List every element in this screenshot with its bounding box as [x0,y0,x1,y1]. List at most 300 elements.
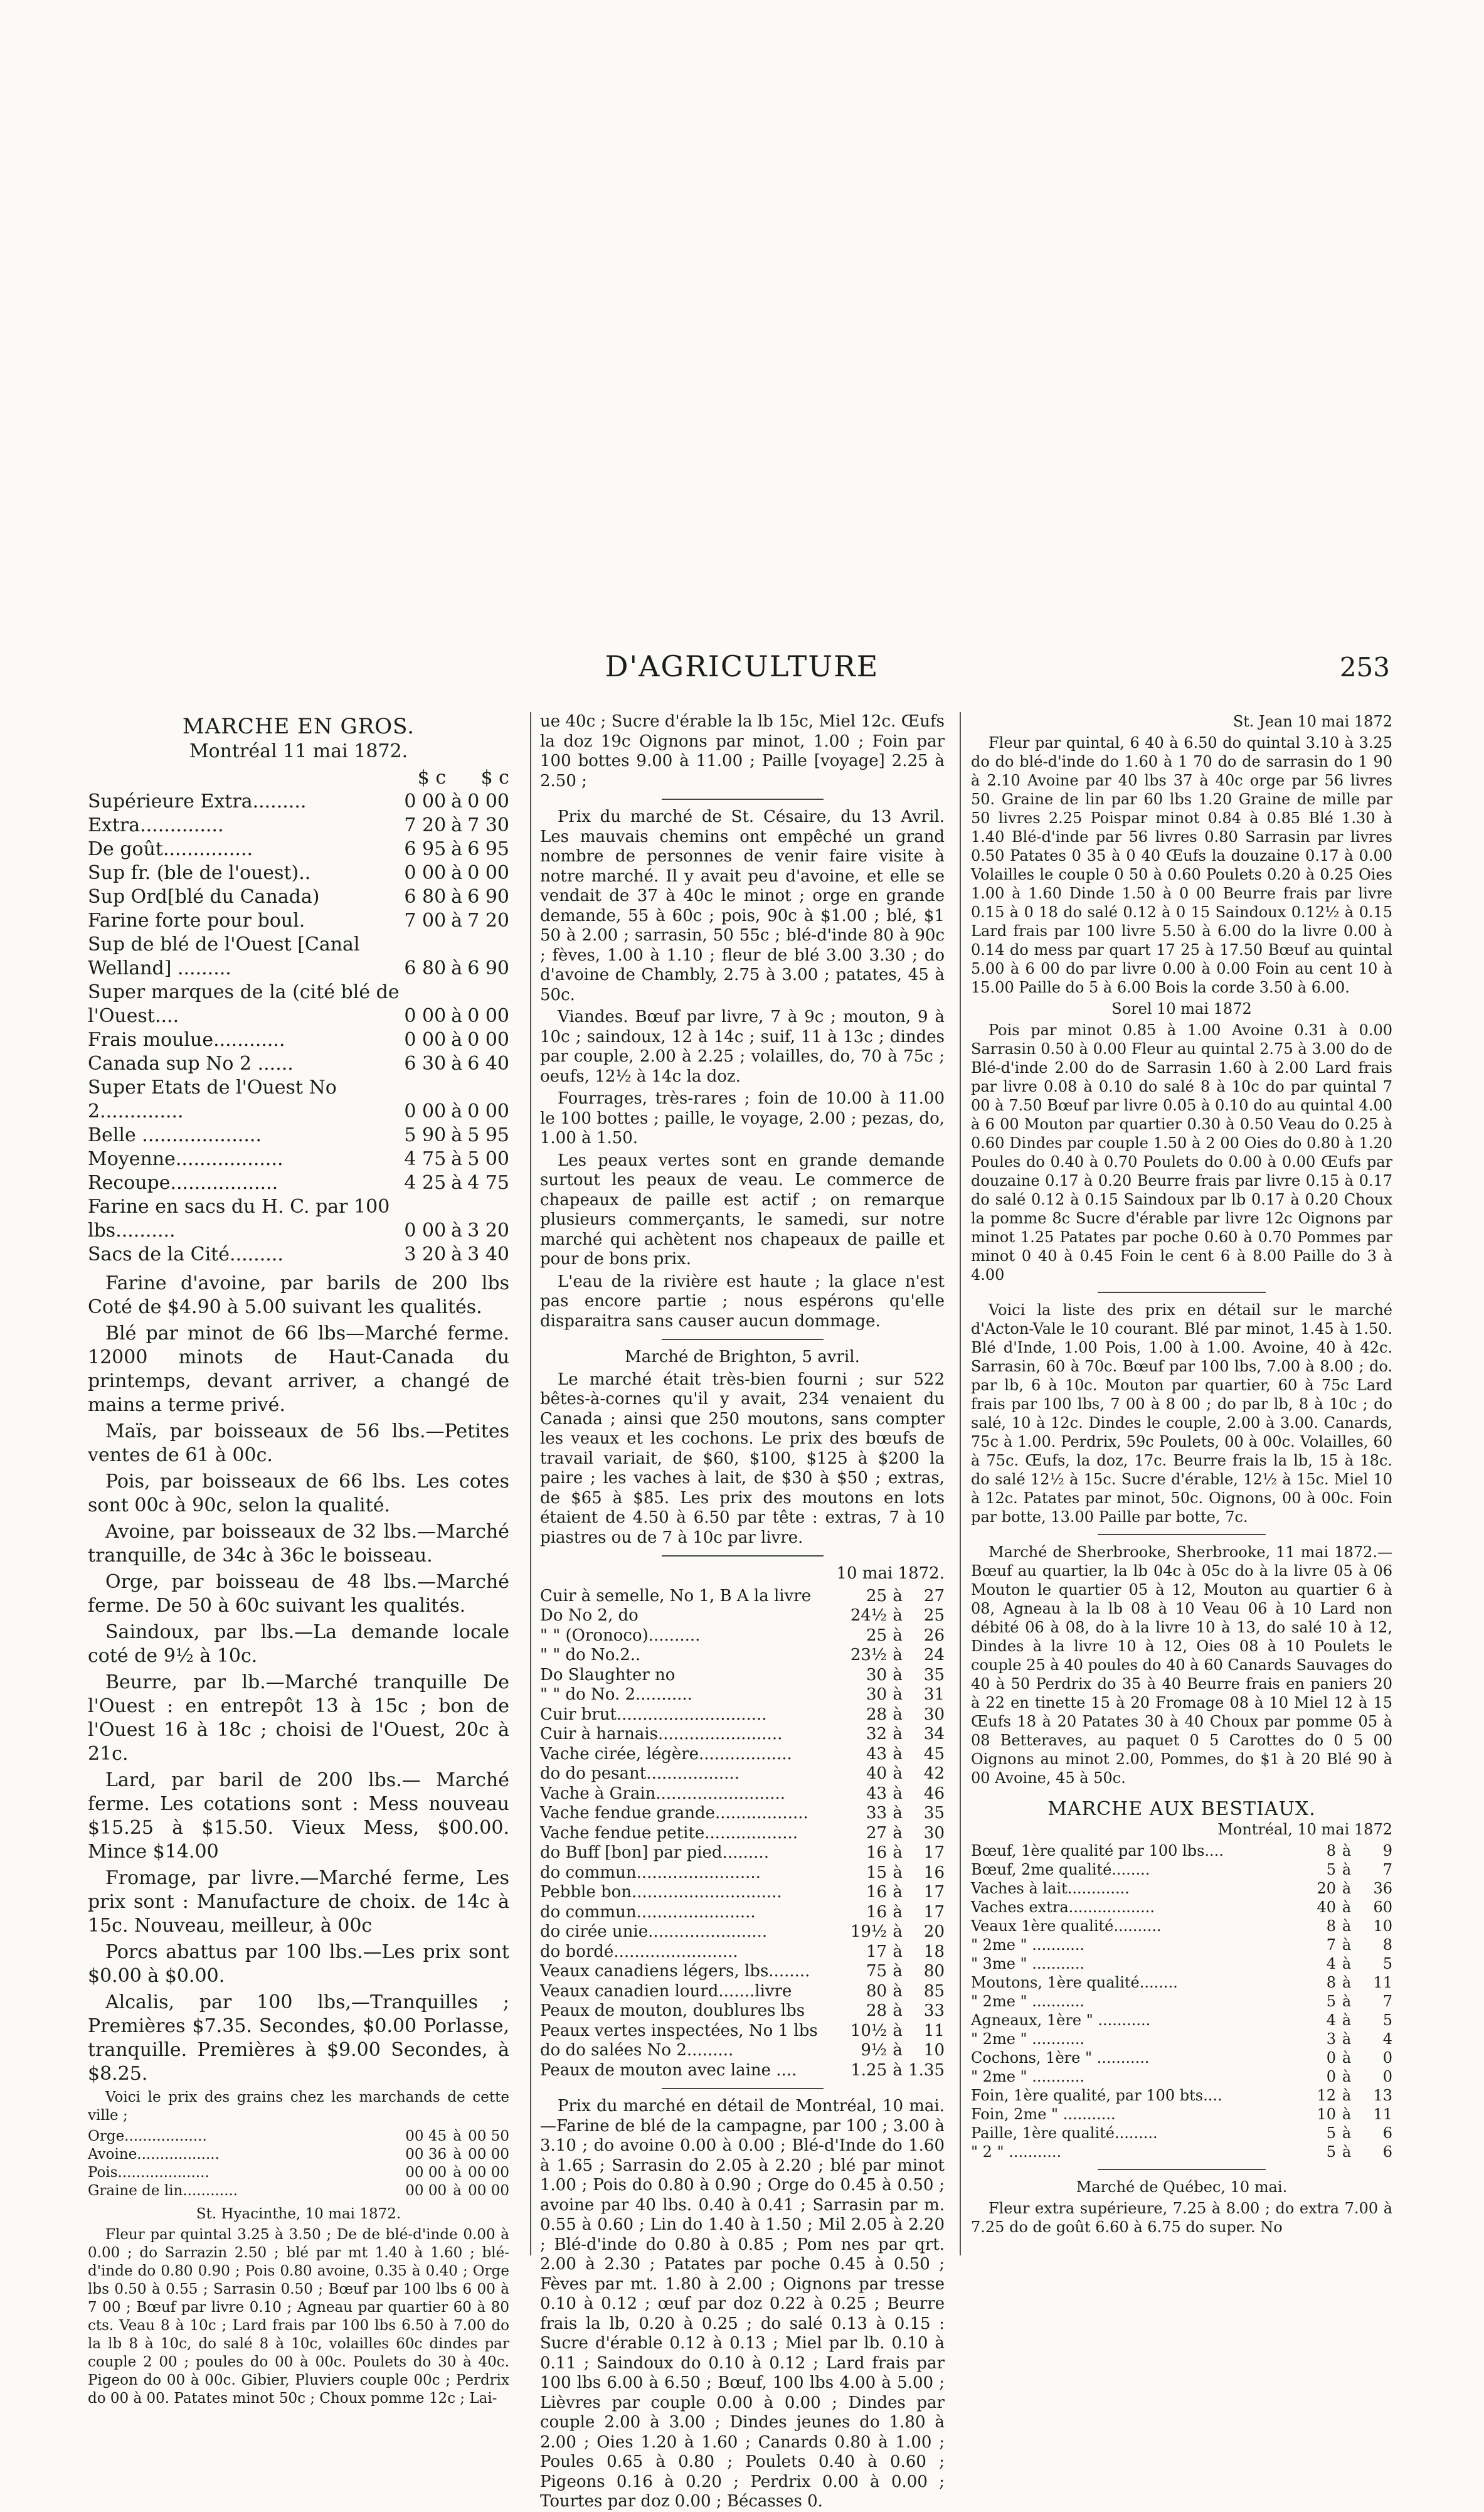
price-separator: à [893,1804,903,1823]
price-high: 33 [923,2001,945,2020]
market-paragraph: Avoine, par boisseaux de 32 lbs.—Marché tranquille, de 34c à 36c le boisseau. [88,1521,509,1567]
price-high: 7 30 [467,814,509,836]
price-low: 33 [866,1804,888,1823]
price-high: 4 75 [467,1172,509,1194]
cattle-price-row [971,1879,1392,1898]
flour-price-row [88,981,509,1028]
price-high: 20 [923,1922,945,1941]
cattle-price-row [971,2011,1392,2030]
cattle-price-table [971,1841,1392,2161]
grain-price-row [88,2164,509,2182]
price-label: " 3me " ........... [971,1955,1085,1972]
price-separator: à [893,1902,903,1922]
price-low: 0 00 [404,1005,447,1027]
section-rule [662,2088,824,2089]
cattle-price-row [971,2124,1392,2142]
price-label: Moyenne.................. [88,1148,284,1170]
price-high: 00 50 [468,2128,509,2144]
price-low: 32 [866,1725,888,1743]
price-label: Veaux canadiens légers, lbs........ [540,1962,810,1981]
price-high: 00 00 [468,2164,509,2181]
price-label: do Buff [bon] par pied......... [540,1843,769,1862]
price-separator: à [1342,1936,1352,1954]
price-label: Supérieure Extra......... [88,790,307,812]
leather-dateline: 10 mai 1872. [836,1564,945,1583]
price-high: 6 95 [467,838,509,860]
cattle-market-heading: MARCHE AUX BESTIAUX. [1047,1798,1316,1820]
price-high: 16 [923,1863,945,1882]
leather-price-row [540,1606,945,1626]
price-low: 1.25 [851,2060,888,2080]
leather-price-row [540,1903,945,1923]
price-low: 6 95 [404,838,447,860]
price-high: 0 [1382,2068,1392,2085]
cattle-price-row [971,2142,1392,2161]
price-label: Farine forte pour boul. [88,910,305,932]
flour-price-row [88,1147,509,1171]
price-separator: à [451,1148,463,1170]
flour-price-row [88,814,509,838]
leather-price-row [540,1843,945,1863]
leather-price-row [540,1982,945,2002]
price-low: 28 [866,1705,888,1724]
section-rule [1098,1292,1266,1293]
grain-price-table [88,2127,509,2200]
cattle-price-row [971,1860,1392,1879]
price-label: Peaux de mouton, doublures lbs [540,2001,805,2020]
cattle-price-row [971,1954,1392,1973]
price-high: 45 [923,1744,945,1764]
price-separator: à [451,814,463,836]
price-low: 00 00 [405,2164,447,2181]
price-label: " 2me " ........... [971,2030,1085,2048]
price-high: 35 [923,1804,945,1823]
market-paragraph: Lard, par baril de 200 lbs.— Marché ferme. Les cotations sont : Mess nouveau $15.25 à $15.50. Vieux Mess, $00.00. Mince $14.00 [88,1769,509,1863]
price-separator: à [451,1005,463,1027]
price-high: 0 00 [467,862,509,884]
leather-price-row [540,1646,945,1666]
leather-price-row [540,1626,945,1646]
leather-price-table [540,1587,945,2081]
price-high: 10 [1373,1917,1392,1935]
price-label: Veaux 1ère qualité.......... [971,1917,1162,1935]
section-rule [1098,1534,1266,1535]
price-low: 10 [1317,2105,1336,2123]
price-high: 4 [1382,2030,1392,2048]
market-paragraph: Blé par minot de 66 lbs—Marché ferme. 12000 minots de Haut-Canada du printemps, devant arriver, a changé de mains a terme privé. [88,1323,509,1416]
leather-price-row [540,2041,945,2061]
stjean-dateline: St. Jean 10 mai 1872 [1232,713,1392,730]
price-low: 00 00 [405,2183,447,2199]
price-high: 11 [1373,1974,1392,1991]
grain-intro: Voici le prix des grains chez les marchands de cette ville ; [88,2089,509,2124]
price-label: Foin, 1ère qualité, par 100 bts.... [971,2087,1222,2104]
market-paragraph: Maïs, par boisseaux de 56 lbs.—Petites ventes de 61 à 00c. [88,1420,509,1466]
price-low: 5 [1326,2143,1336,2161]
price-separator: à [1342,2049,1352,2067]
price-label: Agneaux, 1ère " ........... [971,2011,1151,2029]
price-high: 30 [923,1823,945,1843]
price-label: Belle .................... [88,1124,262,1146]
price-separator: à [893,1823,903,1843]
price-high: 25 [923,1606,945,1625]
price-separator: à [893,1725,903,1743]
price-low: 4 75 [404,1148,447,1170]
price-high: 0 [1382,2049,1392,2067]
price-label: Do Slaughter no [540,1665,676,1684]
price-label: " 2me " ........... [971,1936,1085,1954]
market-paragraph: Beurre, par lb.—Marché tranquille De l'Ouest : en entrepôt 13 à 15c ; bon de l'Ouest 16 à 18c ; choisi de l'Ouest, 20c à 21c. [88,1671,509,1765]
price-separator: à [1342,1955,1352,1972]
section-rule [662,799,824,800]
flour-price-row [88,1243,509,1267]
cattle-price-row [971,1917,1392,1935]
price-label: Cuir brut............................. [540,1705,767,1724]
price-label: Peaux de mouton avec laine .... [540,2060,797,2080]
price-low: 40 [1317,1898,1336,1916]
price-label: " 2me " ........... [971,1993,1085,2010]
price-separator: à [893,1705,903,1724]
price-low: 4 [1326,1955,1336,1972]
price-separator: à [893,2060,903,2080]
price-label: Canada sup No 2 ...... [88,1053,294,1075]
grain-price-row [88,2182,509,2200]
price-low: 5 [1326,1861,1336,1878]
leather-price-row [540,1685,945,1705]
price-low: 5 [1326,1993,1336,2010]
price-high: 11 [1373,2105,1392,2123]
flour-price-row [88,838,509,861]
price-label: Bœuf, 1ère qualité par 100 lbs.... [971,1842,1224,1860]
price-separator: à [451,886,463,908]
column-1 [88,712,521,2407]
price-label: Extra.............. [88,814,224,836]
price-label: Farine en sacs du H. C. par 100 lbs.......... [88,1196,390,1242]
price-separator: à [893,1665,903,1684]
price-separator: à [893,1843,903,1862]
price-label: Vache à Grain......................... [540,1784,785,1803]
price-separator: à [893,1646,903,1664]
price-low: 00 45 [405,2128,447,2144]
price-label: Cuir à harnais........................ [540,1725,783,1743]
section-rule [662,1555,824,1557]
price-low: 75 [866,1962,888,1981]
price-label: Super Etats de l'Ouest No 2.............. [88,1077,337,1122]
price-low: 4 25 [404,1172,447,1194]
price-low: 00 36 [405,2146,447,2163]
price-high: 7 20 [467,910,509,932]
price-label: Avoine.................. [88,2146,220,2163]
price-separator: à [453,2128,462,2144]
cesaire-hides: Les peaux vertes sont en grande demande surtout les peaux de veau. Le commerce de chapeaux de paille est actif ; on remarque plusieurs commerçants, le samedi, sur notre marché qui achètent nos chapeaux de paille et pour de bons prix. [540,1151,945,1269]
flour-price-row [88,1171,509,1195]
price-high: 10 [923,2041,945,2060]
price-label: " 2 " ........... [971,2143,1062,2161]
price-separator: à [451,1172,463,1194]
price-low: 25 [866,1586,888,1605]
flour-price-row [88,1076,509,1124]
cattle-price-row [971,1973,1392,1992]
price-low: 19½ [850,1922,888,1941]
price-low: 6 80 [404,886,447,908]
wholesale-paragraphs [88,1272,509,2086]
price-high: 1.35 [908,2060,945,2080]
price-low: 24½ [850,1606,888,1625]
price-separator: à [451,790,463,812]
page-number: 253 [1339,652,1390,683]
price-separator: à [893,1962,903,1981]
flour-rows [88,790,509,1267]
price-low: 0 00 [404,862,447,884]
price-separator: à [1342,2143,1352,2161]
running-head [0,649,1484,687]
price-separator: à [1342,1898,1352,1916]
quebec-report: Fleur extra supérieure, 7.25 à 8.00 ; do extra 7.00 à 7.25 do de goût 6.60 à 6.75 do super. No [971,2200,1392,2236]
price-high: 26 [923,1626,945,1645]
price-high: 34 [923,1725,945,1743]
flour-price-row [88,933,509,981]
section-rule [662,1339,824,1340]
leather-price-row [540,1666,945,1686]
leather-price-row [540,1863,945,1883]
price-label: Super marques de la (cité blé de l'Ouest.... [88,981,400,1027]
price-separator: à [893,2021,903,2040]
price-separator: à [451,838,463,860]
flour-price-row [88,1195,509,1243]
price-high: 6 [1382,2143,1392,2161]
market-paragraph: Saindoux, par lbs.—La demande locale coté de 9½ à 10c. [88,1621,509,1667]
price-separator: à [1342,2087,1352,2104]
price-separator: à [451,1029,463,1051]
price-label: Cuir à semelle, No 1, B A la livre [540,1586,812,1605]
price-low: 30 [866,1685,888,1704]
column-2 [530,712,953,2511]
price-high: 18 [923,1942,945,1961]
price-low: 23½ [850,1646,888,1664]
price-high: 5 95 [467,1124,509,1146]
cattle-price-row [971,2048,1392,2067]
price-high: 46 [923,1784,945,1803]
price-high: 0 00 [467,1100,509,1122]
price-high: 85 [923,1981,945,2001]
leather-price-row [540,1745,945,1765]
price-low: 40 [866,1764,888,1783]
flour-price-row [88,885,509,909]
cattle-price-row [971,1898,1392,1917]
price-label: Pebble bon............................. [540,1883,782,1902]
price-separator: à [893,1606,903,1625]
price-label: Pois.................... [88,2164,209,2181]
cattle-price-row [971,2067,1392,2086]
price-low: 5 90 [404,1124,447,1146]
leather-price-row [540,1705,945,1725]
currency-symbol: $ c [480,767,509,789]
price-high: 17 [923,1902,945,1922]
sherbrooke-report: Marché de Sherbrooke, Sherbrooke, 11 mai 1872.— Bœuf au quartier, la lb 04c à 05c do à la livre 05 à 06 Mouton le quartier 05 à 12, Mouton au quartier 6 à 08, Agneau à la lb 08 à 10 Veau 06 à 10 Lard non débité 06 à 08, do à la livre 10 à 13, do salé 10 à 12, Dindes à la livre 10 à 12, Oies 08 à 10 Poulets le couple 25 à 40 poules do 40 à 60 Canards Sauvages do 40 à 50 Perdrix do 35 à 40 Beurre frais en paniers 20 à 22 en tinette 15 à 20 Fromage 08 à 10 Miel 12 à 15 Œufs 18 à 20 Patates 30 à 40 Choux par pomme 05 à 08 Betteraves, au paquet 0 5 Carottes do 0 5 00 Oignons au minot 2.00, Pommes, do $1 à 20 Blé 90 à 00 Avoine, 45 à 50c. [971,1543,1392,1787]
price-low: 9½ [861,2041,888,2060]
price-low: 20 [1317,1880,1336,1897]
market-paragraph: Farine d'avoine, par barils de 200 lbs Coté de $4.90 à 5.00 suivant les qualités. [88,1272,509,1318]
hyacinthe-report: Fleur par quintal 3.25 à 3.50 ; De de blé-d'inde 0.00 à 0.00 ; do Sarrazin 2.50 ; blé par mt 1.40 à 1.60 ; blé-d'inde do 0.80 0.90 ; Pois 0.80 avoine, 0.35 à 0.40 ; Orge lbs 0.50 à 0.55 ; Sarrasin 0.50 ; Bœuf par 100 lbs 6 00 à 7 00 ; Bœuf par livre 0.10 ; Agneau par quartier 60 à 80 cts. Veau 8 à 10c ; Lard frais par 100 lbs 6.50 à 7.00 do la lb 8 à 10c, do salé 8 à 10c, volailles 60c dindes par couple 2 00 ; poules do 00 à 00c. Poulets do 30 à 40c. Pigeon do 00 à 00c. Gibier, Pluviers couple 00c ; Perdrix do 00 à 00. Patates minot 50c ; Choux pomme 12c ; Lai- [88,2227,509,2407]
hyacinthe-dateline: St. Hyacinthe, 10 mai 1872. [196,2206,401,2222]
price-high: 42 [923,1764,945,1783]
price-separator: à [1342,2124,1352,2142]
price-label: do bordé........................ [540,1942,738,1961]
flour-price-row [88,1028,509,1052]
price-label: Cochons, 1ère " ........... [971,2049,1150,2067]
leather-price-row [540,2021,945,2041]
price-separator: à [893,1744,903,1764]
cesaire-forage: Fourrages, très-rares ; foin de 10.00 à 11.00 le 100 bottes ; paille, le voyage, 2.00 ; pezas, do, 1.00 à 1.50. [540,1089,945,1147]
leather-price-row [540,1725,945,1745]
price-low: 5 [1326,2124,1336,2142]
price-high: 6 90 [467,886,509,908]
price-label: Peaux vertes inspectées, No 1 lbs [540,2021,818,2040]
price-low: 7 20 [404,814,447,836]
market-paragraph: Porcs abattus par 100 lbs.—Les prix sont $0.00 à $0.00. [88,1941,509,1987]
price-separator: à [893,1883,903,1902]
price-low: 17 [866,1942,888,1961]
price-low: 7 [1326,1936,1336,1954]
price-high: 27 [923,1586,945,1605]
price-low: 4 [1326,2011,1336,2029]
price-separator: à [453,2146,462,2163]
cattle-price-row [971,1935,1392,1954]
price-high: 17 [923,1843,945,1862]
leather-price-row [540,1764,945,1784]
price-high: 5 [1382,1955,1392,1972]
running-title: D'AGRICULTURE [605,649,879,683]
price-high: 00 00 [468,2183,509,2199]
price-separator: à [451,862,463,884]
price-label: do cirée unie....................... [540,1922,768,1941]
price-low: 12 [1317,2087,1336,2104]
price-low: 16 [866,1843,888,1862]
price-separator: à [453,2183,462,2199]
flour-price-row [88,861,509,885]
price-high: 60 [1373,1898,1392,1916]
columns [88,712,1392,2511]
price-high: 3 20 [467,1220,509,1242]
price-high: 6 90 [467,957,509,979]
sorel-dateline: Sorel 10 mai 1872 [1111,1000,1252,1018]
price-label: Vaches extra.................. [971,1898,1155,1916]
price-label: Frais moulue............ [88,1029,285,1051]
grain-price-row [88,2127,509,2146]
price-label: Graine de lin............ [88,2183,238,2199]
price-separator: à [1342,2105,1352,2123]
price-low: 27 [866,1823,888,1843]
price-separator: à [451,1124,463,1146]
leather-price-row [540,1804,945,1824]
price-label: Bœuf, 2me qualité........ [971,1861,1150,1878]
price-high: 00 00 [468,2146,509,2163]
price-separator: à [893,1626,903,1645]
price-high: 7 [1382,1993,1392,2010]
price-separator: à [1342,1974,1352,1991]
price-label: Moutons, 1ère qualité........ [971,1974,1178,1991]
price-high: 6 [1382,2124,1392,2142]
price-high: 7 [1382,1861,1392,1878]
market-paragraph: Orge, par boisseau de 48 lbs.—Marché ferme. De 50 à 60c suivant les qualités. [88,1571,509,1617]
price-low: 43 [866,1784,888,1803]
price-separator: à [451,1243,463,1265]
column-3 [960,712,1392,2255]
price-label: " " do No. 2........... [540,1685,692,1704]
acton-report: Voici la liste des prix en détail sur le marché d'Acton-Vale le 10 courant. Blé par minot, 1.45 à 1.50. Blé d'Inde, 1.00 Pois, 1.00 à 1.00. Avoine, 40 à 42c. Sarrasin, 60 à 70c. Bœuf par 100 lbs, 7.00 à 8.00 ; do. par lb, 6 à 10c. Mouton par quartier, 60 à 75c Lard frais par 100 lbs, 7 00 à 8 00 ; do par lb, 8 à 10c ; do salé, 10 à 12c. Dindes le couple, 2.00 à 3.00. Canards, 75c à 1.00. Perdrix, 59c Poulets, 00 à 00c. Volailles, 60 à 75c. Œufs, la doz, 17c. Beurre frais la lb, 15 à 18c. do salé 12½ à 15c. Sucre d'érable, 12½ à 15c. Miel 10 à 12c. Patates par minot, 50c. Oignons, 00 à 00c. Foin par botte, 13.00 Paille par botte, 7c. [971,1301,1392,1526]
price-low: 25 [866,1626,888,1645]
price-label: De goût............... [88,838,253,860]
wholesale-market-dateline: Montréal 11 mai 1872. [189,740,408,762]
wholesale-market-heading: MARCHE EN GROS. [182,714,415,739]
price-label: Vache cirée, légère.................. [540,1744,792,1764]
price-low: 3 20 [404,1243,447,1265]
price-high: 0 00 [467,790,509,812]
price-separator: à [893,2001,903,2020]
price-separator: à [1342,2030,1352,2048]
price-separator: à [1342,2011,1352,2029]
price-high: 80 [923,1962,945,1981]
flour-price-table [88,766,509,1267]
price-separator: à [893,2041,903,2060]
section-rule [1098,2169,1266,2170]
price-high: 30 [923,1705,945,1724]
price-low: 80 [866,1981,888,2001]
montreal-retail-report: Prix du marché en détail de Montréal, 10 mai.—Farine de blé de la campagne, par 100 ; 3.00 à 3.10 ; do avoine 0.00 à 0.00 ; Blé-d'Inde do 1.60 à 1.65 ; Sarrasin do 2.05 à 2.20 ; blé par minot 1.00 ; Pois do 0.80 à 0.90 ; Orge do 0.45 à 0.50 ; avoine par 40 lbs. 0.40 à 0.41 ; Sarrasin par m. 0.55 à 0.60 ; Lin do 1.40 à 1.50 ; Mil 2.05 à 2.20 ; Blé-d'inde do 0.80 à 0.85 ; Pom nes par qrt. 2.00 à 2.30 ; Patates par poche 0.45 à 0.50 ; Fèves par mt. 1.80 à 2.00 ; Oignons par tresse 0.10 à 0.12 ; œuf par doz 0.22 à 0.25 ; Beurre frais la lb, 0.20 à 0.25 ; do salé 0.13 à 0.15 : Sucre d'érable 0.12 à 0.13 ; Miel par lb. 0.10 à 0.11 ; Saindoux do 0.10 à 0.12 ; Lard frais par 100 lbs 6.00 à 6.50 ; Bœuf, 100 lbs 4.00 à 5.00 ; Lièvres par couple 0.00 à 0.00 ; Dindes par couple 2.00 à 3.00 ; Dindes jeunes do 1.80 à 2.00 ; Oies 1.20 à 1.60 ; Canards 0.80 à 1.00 ; Poules 0.65 à 0.80 ; Poulets 0.40 à 0.60 ; Pigeons 0.16 à 0.20 ; Perdrix 0.00 à 0.00 ; Tourtes par doz 0.00 ; Bécasses 0. [540,2097,945,2511]
currency-symbol: $ c [417,767,447,789]
cattle-price-row [971,1992,1392,2011]
leather-price-row [540,1883,945,1903]
market-paragraph: Alcalis, par 100 lbs,—Tranquilles ; Premières $7.35. Secondes, $0.00 Porlasse, tranquille. Premières à $9.00 Secondes, à $8.25. [88,1991,509,2085]
price-label: do do pesant.................. [540,1764,739,1783]
price-low: 6 80 [404,957,447,979]
grain-price-row [88,2146,509,2164]
price-label: Paille, 1ère qualité......... [971,2124,1158,2142]
price-separator: à [893,1863,903,1882]
price-high: 3 40 [467,1243,509,1265]
price-separator: à [1342,1861,1352,1878]
cattle-price-row [971,1841,1392,1860]
price-low: 6 30 [404,1053,447,1075]
price-high: 0 00 [467,1005,509,1027]
price-low: 8 [1326,1974,1336,1991]
price-high: 31 [923,1685,945,1704]
price-separator: à [451,910,463,932]
price-high: 5 [1382,2011,1392,2029]
leather-price-row [540,1824,945,1844]
price-separator: à [1342,2068,1352,2085]
price-label: Vaches à lait............. [971,1880,1130,1897]
price-low: 0 [1326,2068,1336,2085]
price-label: Do No 2, do [540,1606,639,1625]
leather-price-row [540,2001,945,2021]
price-separator: à [893,1764,903,1783]
sorel-report: Pois par minot 0.85 à 1.00 Avoine 0.31 à 0.00 Sarrasin 0.50 à 0.00 Fleur au quintal 2.75 à 3.00 do de Blé-d'inde 2.00 do de Sarrasin 1.60 à 2.00 Lard frais par livre 0.08 à 0.10 do salé 8 à 10c do par quintal 7 00 à 7.50 Bœuf par livre 0.05 à 0.10 do au quintal 4.00 à 6 00 Mouton par quartier 0.30 à 0.50 Veau do 0.25 à 0.60 Dindes par couple 1.50 à 2 00 Oies do 0.80 à 1.20 Poules do 0.40 à 0.70 Poulets do 0.00 à 0.00 Œufs par douzaine 0.17 à 0.20 Beurre frais par livre 0.15 à 0.17 do salé 0.12 à 0.15 Saindoux par lb 0.17 à 0.20 Choux la pomme 8c Sucre d'érable par livre 12c Oignons par minot 1.25 Patates par poche 0.60 à 0.70 Pommes par minot 0 40 à 0.45 Foin le cent 6 à 8.00 Paille do 3 à 4.00 [971,1021,1392,1284]
price-label: Vache fendue grande.................. [540,1804,808,1823]
price-label: " " do No.2.. [540,1646,641,1664]
currency-row [88,766,509,790]
price-label: do do salées No 2......... [540,2041,734,2060]
leather-price-row [540,1922,945,1942]
price-high: 8 [1382,1936,1392,1954]
price-high: 35 [923,1665,945,1684]
price-low: 15 [866,1863,888,1882]
price-label: do commun....................... [540,1902,756,1922]
cesaire-river: L'eau de la rivière est haute ; la glace n'est pas encore partie ; nous espérons qu'elle disparaitra sans causer aucun dommage. [540,1272,945,1331]
leather-price-row [540,1587,945,1607]
quebec-dateline: Marché de Québec, 10 mai. [1076,2178,1288,2196]
cesaire-report: Prix du marché de St. Césaire, du 13 Avril. Les mauvais chemins ont empêché un grand nombre de personnes de venir faire visite à notre marché. Il y avait peu d'avoine, et elle se vendait de 37 à 40c le minot ; orge en grande demande, 55 à 60c ; pois, 90c à $1.00 ; blé, $1 50 à 2.00 ; sarrasin, 50 55c ; blé-d'inde 80 à 90c ; fèves, 1.00 à 1.10 ; fleur de blé 3.00 3.30 ; do d'avoine de Chambly, 2.75 à 3.00 ; patates, 45 à 50c. [540,807,945,1004]
